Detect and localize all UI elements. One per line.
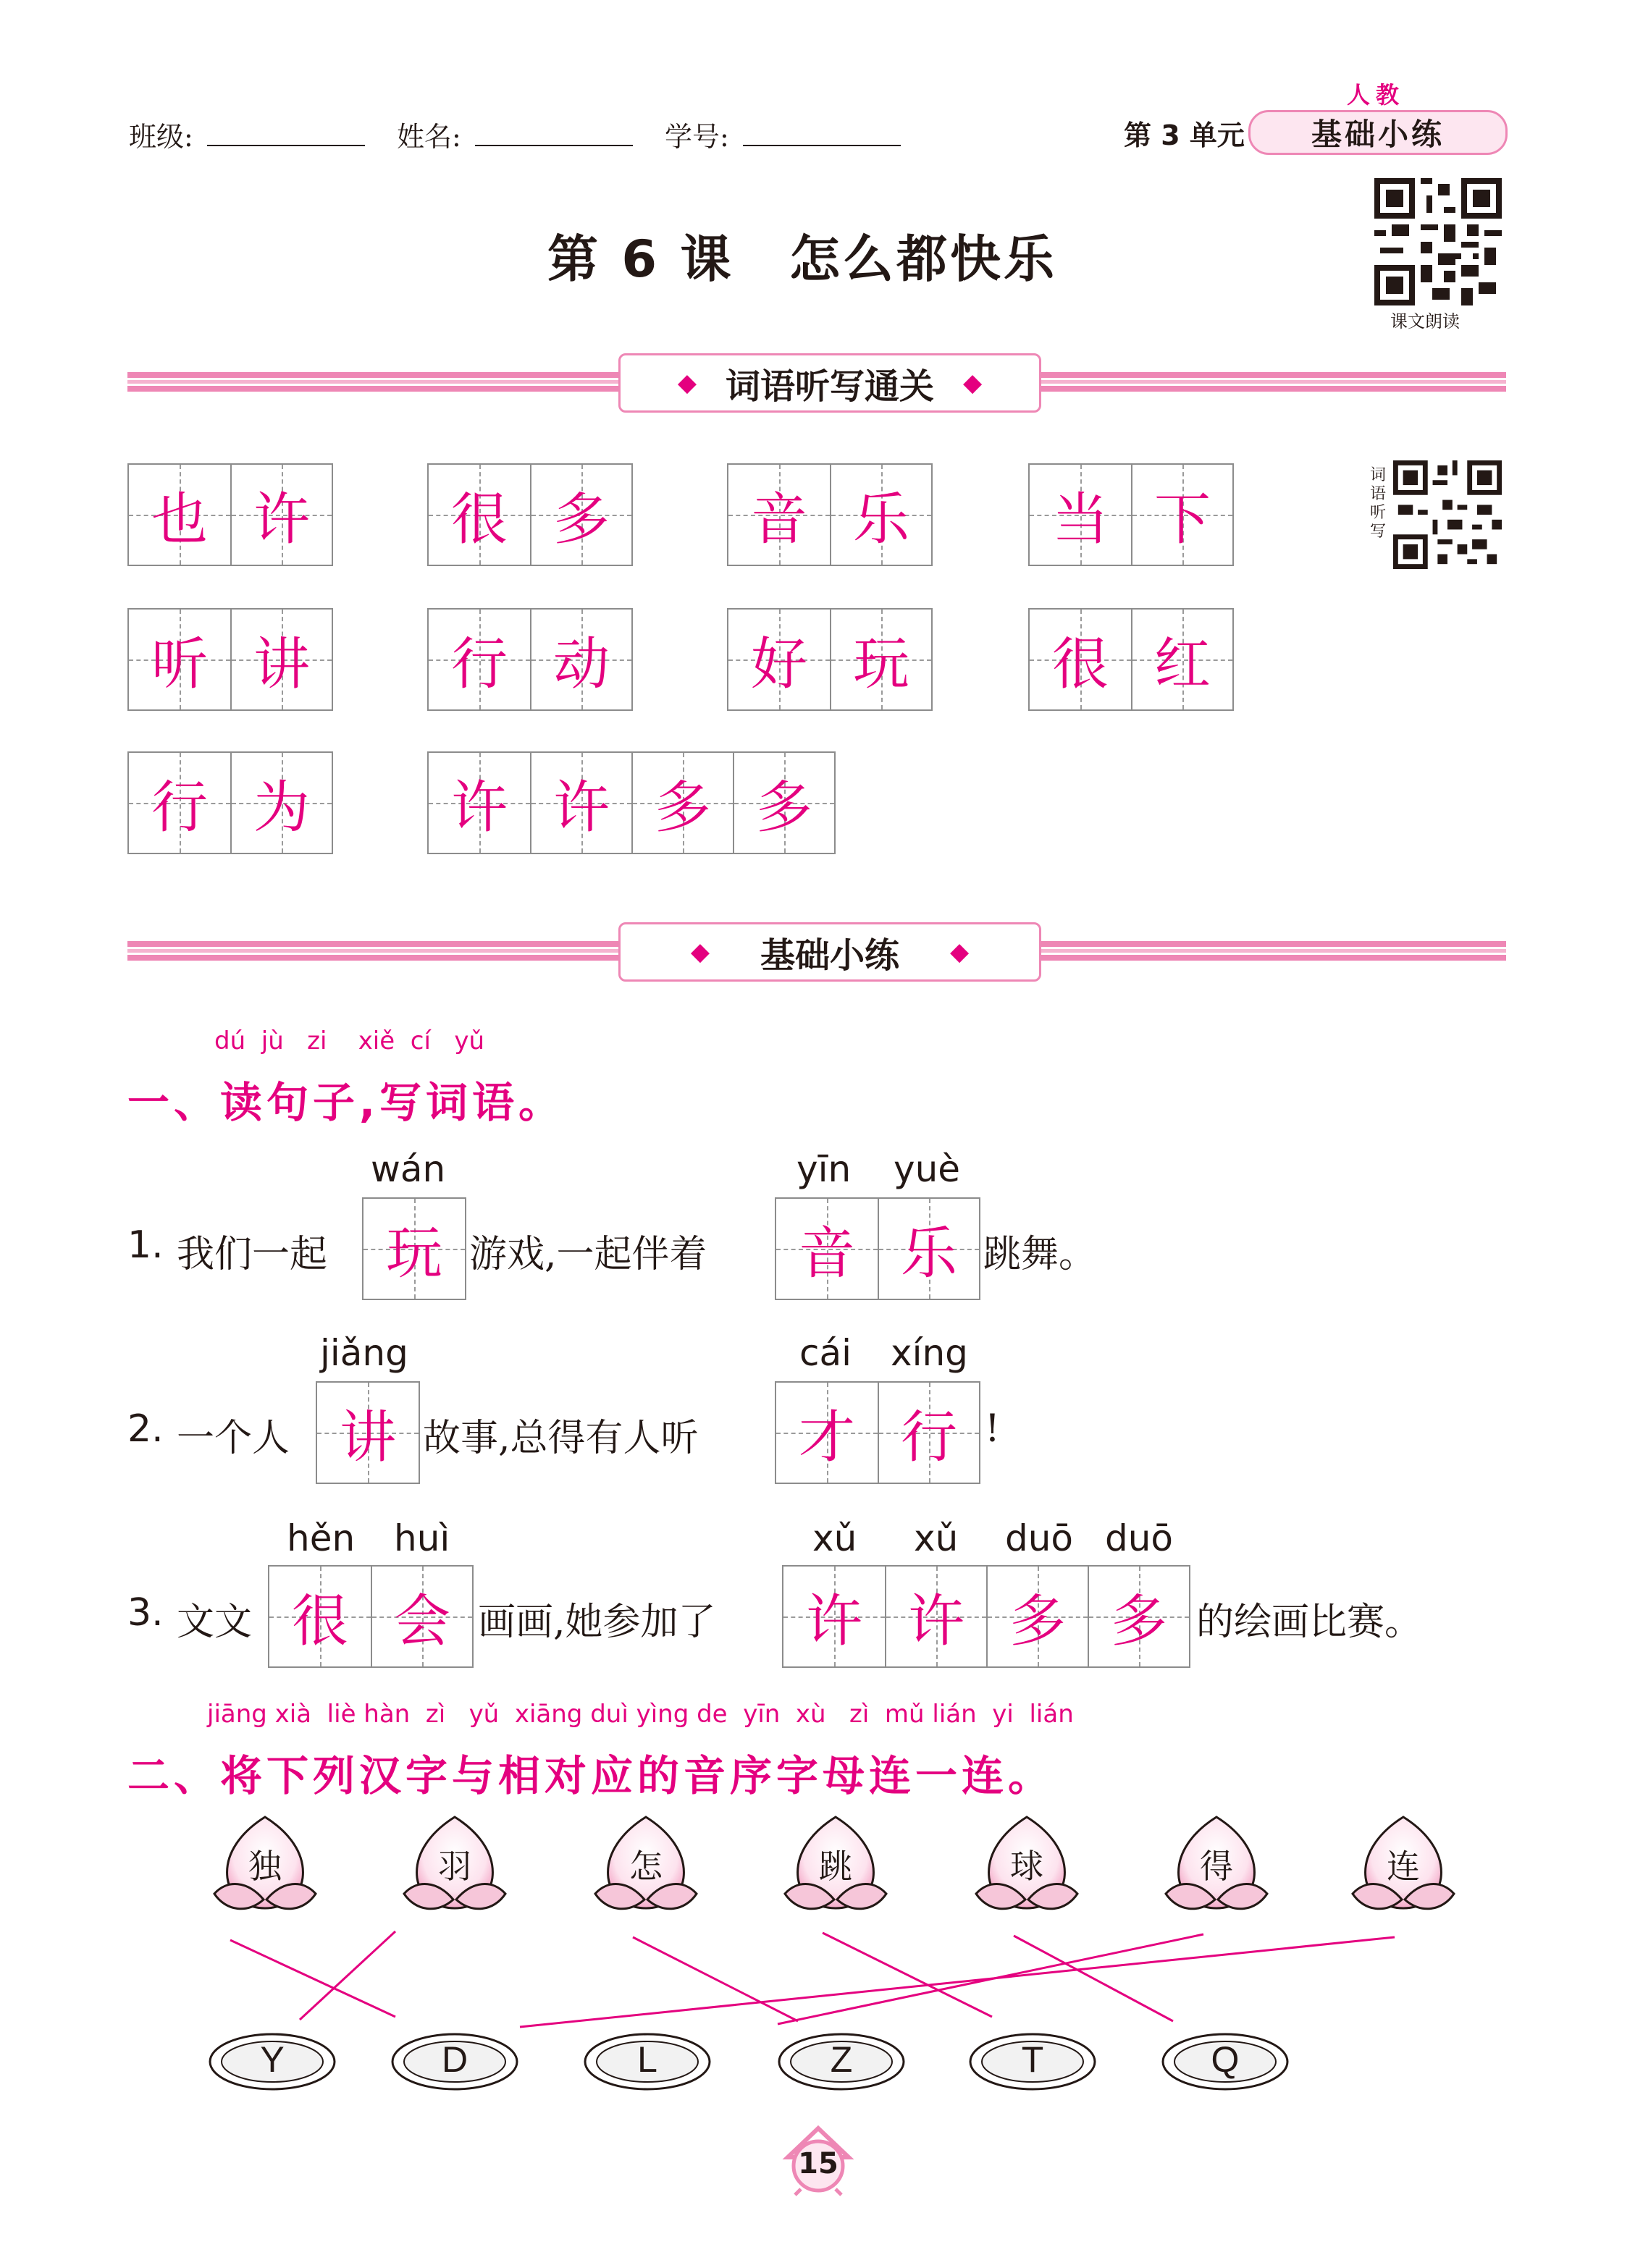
dictation-char: 许: [450, 775, 508, 840]
dictation-char: 动: [552, 632, 610, 697]
answer-char: 许: [805, 1589, 862, 1654]
match-line: [230, 1940, 395, 2017]
page-number: 15: [798, 2147, 838, 2180]
diamond-icon: ◆: [963, 368, 983, 397]
qr-caption-reading: 课文朗读: [1390, 311, 1460, 332]
brand-top: 人教: [1347, 81, 1405, 109]
dictation-char: 为: [253, 775, 310, 840]
answer-cell[interactable]: [885, 1567, 986, 1666]
sentence-text: 文文: [177, 1601, 253, 1644]
tian-cell: [429, 753, 530, 853]
sentence-text: !: [985, 1407, 1000, 1451]
page-number-badge: [782, 2124, 854, 2196]
section1-title: 词语听写通关: [725, 366, 934, 407]
peach-card[interactable]: [397, 1808, 513, 1924]
letter-plate[interactable]: [582, 2024, 713, 2104]
match-line: [823, 1933, 992, 2017]
tian-cell: [429, 610, 530, 709]
sentence-text: 一个人: [177, 1417, 290, 1460]
letter-text: L: [637, 2039, 657, 2080]
answer-cell[interactable]: [776, 1199, 878, 1299]
letter-plate[interactable]: [776, 2024, 907, 2104]
tian-cell: [1131, 465, 1232, 565]
diamond-icon: ◆: [677, 368, 697, 397]
answer-char: 很: [291, 1589, 348, 1654]
tian-cell: [230, 610, 332, 709]
pinyin: yīn: [797, 1148, 852, 1190]
letter-text: Y: [260, 2039, 285, 2080]
peach-char: 连: [1387, 1847, 1420, 1886]
tian-cell: [733, 753, 834, 853]
pinyin: duō: [1105, 1517, 1174, 1559]
name-label: 姓名:: [397, 121, 461, 153]
dictation-char: 很: [1051, 632, 1109, 697]
qr-caption-dictation: 词语听写: [1370, 466, 1387, 541]
letter-text: D: [441, 2039, 468, 2080]
tian-cell: [129, 753, 230, 853]
answer-char: 多: [1110, 1589, 1167, 1654]
peach-card[interactable]: [778, 1808, 894, 1924]
peach-char: 怎: [629, 1847, 663, 1886]
pinyin: xǔ: [812, 1517, 857, 1559]
peach-char: 羽: [438, 1847, 471, 1886]
sentence-text: 跳舞。: [983, 1233, 1097, 1276]
tian-cell: [230, 753, 332, 853]
dictation-char: 行: [151, 775, 208, 840]
answer-char: 多: [1009, 1589, 1066, 1654]
tian-cell: [530, 610, 631, 709]
letter-plate[interactable]: [967, 2024, 1098, 2104]
dictation-char: 好: [750, 632, 807, 697]
answer-char: 音: [798, 1221, 855, 1286]
answer-char: 讲: [339, 1405, 396, 1470]
number-label: 学号:: [665, 121, 729, 153]
unit-label: 第 3 单元: [1124, 119, 1245, 151]
tian-cell: [830, 465, 931, 565]
tian-cell: [830, 610, 931, 709]
answer-cell[interactable]: [363, 1199, 465, 1299]
peach-card[interactable]: [1159, 1808, 1274, 1924]
q1-title: 一、读句子,写词语。: [127, 1078, 566, 1127]
peach-card[interactable]: [969, 1808, 1085, 1924]
pinyin: jiǎng: [320, 1332, 408, 1374]
peach-char: 跳: [819, 1847, 852, 1886]
peach-card[interactable]: [588, 1808, 704, 1924]
section2-title: 基础小练: [760, 935, 899, 976]
lesson-title: 怎么都快乐: [789, 229, 1057, 289]
tian-cell: [1131, 610, 1232, 709]
sentence-text: 游戏,一起伴着: [469, 1233, 707, 1276]
dictation-char: 行: [450, 632, 508, 697]
answer-char: 玩: [385, 1221, 442, 1286]
letter-text: Z: [830, 2039, 853, 2080]
sentence-text: 我们一起: [177, 1233, 328, 1276]
pinyin: xǔ: [914, 1517, 959, 1559]
tian-cell: [631, 753, 733, 853]
dictation-char: 下: [1153, 487, 1211, 552]
tian-cell: [230, 465, 332, 565]
answer-grid: [316, 1381, 420, 1484]
peach-char: 独: [248, 1847, 282, 1886]
answer-char: 行: [900, 1405, 957, 1470]
dictation-char: 许: [253, 487, 310, 552]
tian-cell: [129, 610, 230, 709]
tian-cell: [429, 465, 530, 565]
dictation-char: 当: [1051, 487, 1109, 552]
dictation-char: 听: [151, 632, 208, 697]
tian-cell: [530, 753, 631, 853]
peach-char: 球: [1010, 1847, 1043, 1886]
class-label: 班级:: [129, 121, 193, 153]
peach-char: 得: [1200, 1847, 1233, 1886]
match-line: [1014, 1936, 1173, 2021]
answer-char: 会: [393, 1589, 450, 1654]
tian-cell: [1030, 465, 1131, 565]
sentence-text: 故事,总得有人听: [423, 1417, 699, 1460]
answer-cell[interactable]: [371, 1567, 472, 1666]
dictation-char: 许: [552, 775, 610, 840]
answer-char: 乐: [900, 1221, 957, 1286]
answer-char: 才: [798, 1405, 855, 1470]
dictation-char: 音: [750, 487, 807, 552]
dictation-char: 玩: [852, 632, 909, 697]
pinyin: duō: [1005, 1517, 1074, 1559]
answer-char: 许: [907, 1589, 964, 1654]
letter-plate[interactable]: [390, 2024, 520, 2104]
match-line: [520, 1937, 1395, 2027]
dictation-char: 讲: [253, 632, 310, 697]
tian-cell: [728, 610, 830, 709]
match-line: [633, 1937, 798, 2021]
sentence-text: 的绘画比赛。: [1196, 1601, 1423, 1644]
letter-text: T: [1021, 2039, 1044, 2080]
letter-plate[interactable]: [1160, 2024, 1290, 2104]
answer-cell[interactable]: [878, 1383, 979, 1483]
brand-main: 基础小练: [1311, 117, 1445, 152]
dictation-char: 乐: [852, 487, 909, 552]
answer-cell[interactable]: [317, 1383, 419, 1483]
diamond-icon: ◆: [690, 937, 710, 966]
sentence-number: 2.: [127, 1407, 164, 1451]
q1-pinyin: dú jù zi xiě cí yǔ: [214, 1026, 485, 1055]
tian-cell: [1030, 610, 1131, 709]
pinyin: cái: [799, 1332, 852, 1374]
answer-cell[interactable]: [1088, 1567, 1189, 1666]
pinyin: yuè: [894, 1148, 961, 1190]
dictation-char: 红: [1153, 632, 1211, 697]
answer-cell[interactable]: [878, 1199, 979, 1299]
dictation-char: 多: [755, 775, 812, 840]
dictation-char: 多: [654, 775, 711, 840]
dictation-char: 也: [151, 487, 208, 552]
answer-cell[interactable]: [269, 1567, 371, 1666]
q2-title: 二、将下列汉字与相对应的音序字母连一连。: [127, 1751, 1055, 1800]
peach-card[interactable]: [207, 1808, 323, 1924]
pinyin: xíng: [891, 1332, 968, 1374]
pinyin: wán: [371, 1148, 446, 1190]
dictation-char: 很: [450, 487, 508, 552]
pinyin: hěn: [287, 1517, 356, 1559]
lesson-number: 第 6 课: [547, 229, 734, 289]
sentence-number: 3.: [127, 1591, 164, 1635]
answer-grid: [362, 1197, 466, 1300]
answer-cell[interactable]: [776, 1383, 878, 1483]
sentence-text: 画画,她参加了: [478, 1601, 716, 1644]
pinyin: huì: [394, 1517, 450, 1559]
diamond-icon: ◆: [950, 937, 970, 966]
peach-card[interactable]: [1345, 1808, 1461, 1924]
tian-cell: [530, 465, 631, 565]
dictation-char: 多: [552, 487, 610, 552]
tian-cell: [728, 465, 830, 565]
sentence-number: 1.: [127, 1223, 164, 1267]
letter-plate[interactable]: [207, 2024, 337, 2104]
letter-text: Q: [1211, 2039, 1240, 2080]
answer-cell[interactable]: [783, 1567, 885, 1666]
tian-cell: [129, 465, 230, 565]
answer-cell[interactable]: [986, 1567, 1088, 1666]
q2-pinyin: jiāng xià liè hàn zì yǔ xiāng duì yìng de yīn xù zì mǔ lián yi lián: [207, 1700, 1074, 1729]
match-line: [300, 1931, 395, 2020]
